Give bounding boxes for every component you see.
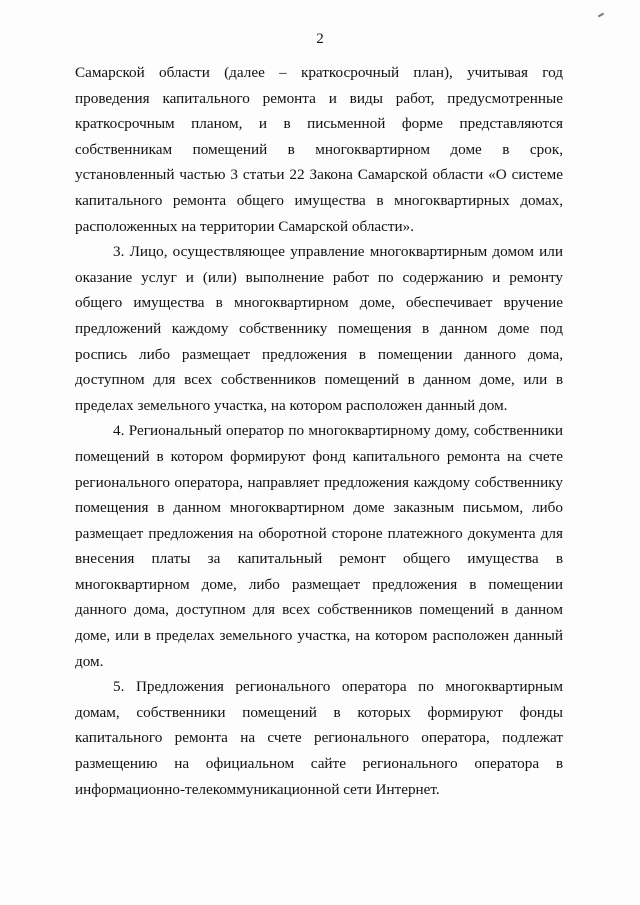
paragraph-number: 5.: [113, 678, 125, 696]
text-line: пределах земельного участка, на котором расположен данный дом.: [75, 396, 508, 414]
document-body: [75, 60, 563, 802]
text-line: размещает предложения на оборотной стороне платежного документа для: [75, 524, 563, 542]
text-line: помещений в котором формируют фонд капитального ремонта на счете: [75, 447, 563, 465]
text-line: расположенных на территории Самарской области».: [75, 217, 415, 235]
text-line: оказание услуг и (или) выполнение работ по содержанию и ремонту: [75, 268, 563, 286]
paragraph-continuation: [75, 60, 563, 239]
text-line: данного дома, доступном для всех собственников помещений в данном: [75, 601, 563, 619]
paragraph-3: [75, 239, 563, 418]
text-line: домам, собственники помещений в которых формируют фонды: [75, 703, 563, 721]
scan-artifact-mark: [598, 13, 604, 18]
text-line: краткосрочным планом, и в письменной форме представляются: [75, 115, 563, 133]
paragraph-5: [75, 674, 563, 802]
text-line: проведения капитального ремонта и виды работ, предусмотренные: [75, 89, 563, 107]
text-line: роспись либо размещает предложения в помещении данного дома,: [75, 345, 563, 363]
page-number: 2: [316, 31, 324, 47]
text-line: внесения платы за капитальный ремонт общего имущества в: [75, 550, 563, 568]
text-line: размещению на официальном сайте регионального оператора в: [75, 755, 563, 773]
text-line: 4. Региональный оператор по многоквартирному дому, собственники: [113, 422, 564, 440]
text-line: регионального оператора, направляет предложения каждому собственнику: [75, 473, 563, 491]
text-line: капитального ремонта на счете регионального оператора, подлежат: [75, 729, 563, 747]
text-line: многоквартирном доме, либо размещает предложения в помещении: [75, 575, 563, 593]
text-line: установленный частью 3 статьи 22 Закона Самарской области «О системе: [75, 166, 563, 184]
text-line: капитального ремонта общего имущества в многоквартирных домах,: [75, 191, 563, 209]
text-line: предложений каждому собственнику помещения в данном доме под: [75, 319, 563, 337]
text-line: дом.: [75, 652, 104, 670]
text-line: помещения в данном многоквартирном доме заказным письмом, либо: [75, 499, 563, 517]
text-line: доступном для всех собственников помещений в данном доме, или в: [75, 371, 563, 389]
paragraph-number: 3.: [113, 243, 125, 261]
text-line: информационно-телекоммуникационной сети Интернет.: [75, 780, 440, 798]
text-line: собственникам помещений в многоквартирном доме в срок,: [75, 140, 563, 158]
text-line: общего имущества в многоквартирном доме, обеспечивает вручение: [75, 294, 563, 312]
text-line: 5. Предложения регионального оператора по многоквартирным: [113, 678, 563, 696]
text-line: 3. Лицо, осуществляющее управление многоквартирным домом или: [113, 243, 563, 261]
text-line: Самарской области (далее – краткосрочный план), учитывая год: [75, 64, 563, 81]
text-line: доме, или в пределах земельного участка, на котором расположен данный: [75, 627, 563, 645]
paragraph-number: 4.: [113, 422, 125, 440]
paragraph-4: [75, 418, 563, 674]
